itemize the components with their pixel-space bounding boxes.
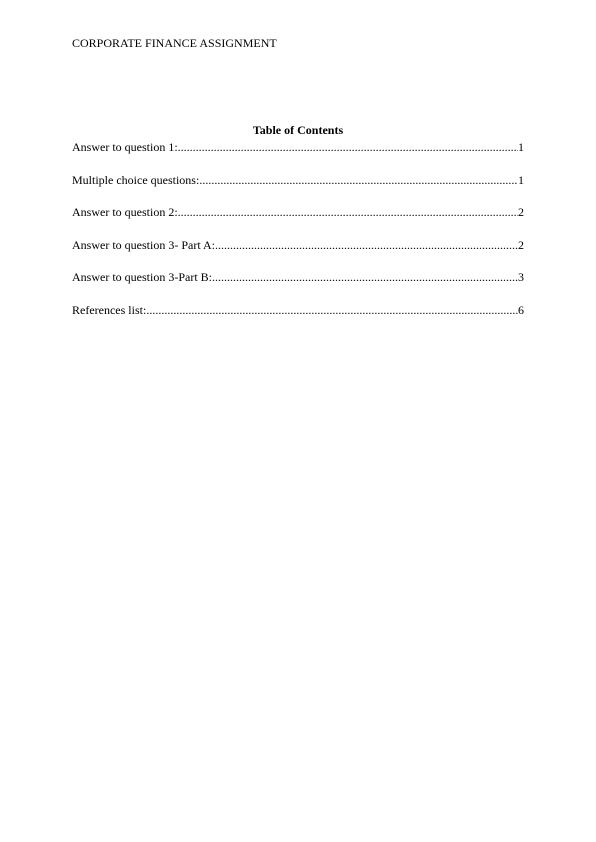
running-header: CORPORATE FINANCE ASSIGNMENT — [72, 36, 277, 50]
toc-entry[interactable] — [72, 238, 524, 252]
toc-list — [72, 140, 524, 317]
toc-entry-page: 6 — [518, 302, 524, 317]
toc-entry-page: 2 — [518, 237, 524, 252]
toc-dot-leader — [212, 270, 518, 284]
toc-entry[interactable] — [72, 270, 524, 284]
table-of-contents — [72, 122, 524, 336]
toc-entry-label: References list: — [72, 302, 147, 317]
toc-entry-label: Answer to question 1: — [72, 140, 178, 154]
toc-dot-leader — [199, 173, 518, 187]
toc-dot-leader — [215, 238, 518, 252]
toc-entry-page: 3 — [518, 270, 524, 285]
toc-entry-label: Answer to question 3- Part A: — [72, 237, 215, 252]
toc-entry-label: Answer to question 2: — [72, 205, 178, 220]
toc-dot-leader — [146, 303, 518, 317]
toc-entry-label: Multiple choice questions: — [72, 172, 200, 187]
toc-dot-leader — [178, 205, 518, 219]
toc-entry-page: 2 — [518, 205, 524, 220]
toc-entry-page: 1 — [518, 172, 524, 187]
toc-dot-leader — [178, 140, 518, 154]
toc-title: Table of Contents — [252, 123, 344, 137]
toc-entry-label: Answer to question 3-Part B: — [72, 270, 212, 285]
toc-entry-page: 1 — [518, 140, 524, 154]
toc-entry[interactable] — [72, 303, 524, 317]
toc-entry[interactable] — [72, 173, 524, 187]
toc-entry[interactable] — [72, 205, 524, 219]
toc-entry[interactable] — [72, 140, 524, 154]
